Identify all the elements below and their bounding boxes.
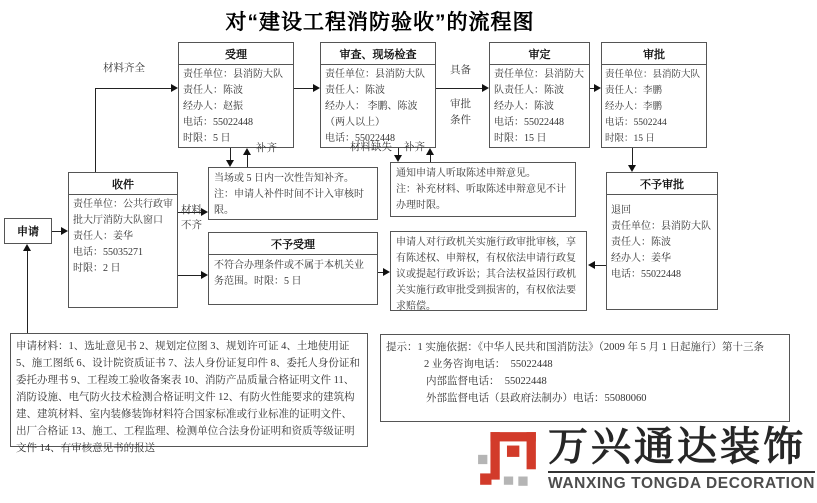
wanxing-logo-name-cn: 万兴通达装饰 xyxy=(548,425,806,469)
box-approve-body xyxy=(602,65,706,149)
box-accept-title: 受理 xyxy=(179,43,293,65)
arrowhead-right-examine xyxy=(482,84,489,92)
box-statement-notice-body xyxy=(391,163,575,217)
box-review-title: 审查、现场检查 xyxy=(321,43,435,65)
box-reject-approve-body xyxy=(607,195,717,285)
box-examine-line: 经办人：陈波 xyxy=(494,101,554,112)
box-rights-notice-body: 申请人对行政机关实施行政审批审核，享有陈述权、申辩权，有权依法申请行政复议或提起行政诉讼；其合法权益因行政机关实施行政审批受到损害的，有权依法要求赔偿。 xyxy=(396,237,576,312)
tips-line: 2 业务咨询电话： 55022448 xyxy=(424,359,553,370)
arrowhead-up-review xyxy=(426,148,434,155)
box-examine-body xyxy=(490,65,589,149)
box-reject-approve-line: 责任人：陈波 xyxy=(611,237,671,248)
box-approve-line: 时限：15 日 xyxy=(605,134,655,144)
connector-supplement-up-accept xyxy=(247,155,248,167)
wanxing-logo xyxy=(470,424,817,502)
box-approve-title: 审批 xyxy=(602,43,706,65)
box-reject-approve-line: 责任单位：县消防大队 xyxy=(611,221,711,232)
label-replenish-right: 补齐 xyxy=(404,142,425,153)
arrowhead-right-approve xyxy=(594,84,601,92)
box-approve-line: 经办人：李鹏 xyxy=(605,102,663,112)
box-reject-approve-line: 电话：55022448 xyxy=(611,269,681,280)
box-rights-notice xyxy=(390,231,587,311)
arrowhead-up-apply xyxy=(23,244,31,251)
box-approve-line: 责任人：李鹏 xyxy=(605,86,663,96)
arrowhead-right-receive xyxy=(61,227,68,235)
box-review-line: 经办人： 李鹏、陈波（两人以上） xyxy=(325,101,418,128)
box-reject-accept-body: 不符合办理条件或不属于本机关业务范围。时限：5 日 xyxy=(214,260,364,287)
box-materials xyxy=(10,333,368,454)
box-tips-body xyxy=(381,335,789,411)
box-receive-line: 电话：55035271 xyxy=(73,247,143,258)
box-examine-line: 时限：15 日 xyxy=(494,133,547,144)
connector-review-to-examine xyxy=(436,88,482,89)
arrowhead-right-reject-accept xyxy=(201,271,208,279)
box-accept-line: 责任单位：县消防大队 xyxy=(183,69,283,80)
connector-accept-down-supplement xyxy=(230,148,231,160)
box-examine-line: 责任单位：县消防大队责任人：陈波 xyxy=(494,69,584,96)
box-reject-accept-title: 不予受理 xyxy=(209,233,377,255)
box-receive-title: 收件 xyxy=(69,173,177,195)
connector-receive-to-reject-accept xyxy=(178,275,202,276)
box-accept-body xyxy=(179,65,293,149)
statement-notice-line: 注：补充材料、听取陈述申辩意见不计办理时限。 xyxy=(396,184,566,211)
box-review-line: 责任单位：县消防大队 xyxy=(325,69,425,80)
connector-reject-approve-to-rights xyxy=(595,265,606,266)
box-reject-approve-line: 经办人：姜华 xyxy=(611,253,671,264)
connector-accept-to-review xyxy=(294,88,313,89)
box-receive-body xyxy=(69,195,177,279)
box-approve xyxy=(601,42,707,148)
box-supplement-notice xyxy=(208,167,378,220)
box-accept-line: 时限：5 日 xyxy=(183,133,231,144)
box-receive xyxy=(68,172,178,308)
box-review xyxy=(320,42,436,148)
wanxing-logo-icon xyxy=(476,428,540,492)
tips-line: 提示：1 实施依据：《中华人民共和国消防法》（2009 年 5 月 1 日起施行）第十三条 xyxy=(386,342,764,353)
box-reject-accept xyxy=(208,232,378,305)
box-apply-title: 申请 xyxy=(17,226,39,238)
label-materials-complete: 材料齐全 xyxy=(103,63,145,74)
label-approval-condition: 条件 xyxy=(450,115,471,126)
label-materials-incomplete: 材料不齐 xyxy=(181,205,202,231)
box-accept-line: 责任人：陈波 xyxy=(183,85,243,96)
connector-statement-up-review xyxy=(430,155,431,162)
connector-approve-down-reject xyxy=(632,148,633,166)
box-review-body xyxy=(321,65,435,149)
arrowhead-left-rights xyxy=(588,261,595,269)
arrowhead-right-rights xyxy=(383,268,390,276)
box-materials-body: 申请材料：1、选址意见书 2、规划定位图 3、规划许可证 4、土地使用证 5、施工图纸 6、设计院资质证书 7、法人身份证复印件 8、委托人身份证和委托办理书 9、工程竣工验收备案表 10、消防产品质量合格证明文件 11、消防设施、电气防火技术检测合格证明文件 12、有防火性能要求的建筑构建、建筑材料、室内装修装饰材料符合国家标准或行业标准的证明文件、出厂合格证 13、施工、工程监理、检测单位合法身份证明和资质等级证明文件 14、有审核意见书的报送 xyxy=(16,341,360,454)
box-accept-line: 经办人：赵振 xyxy=(183,101,243,112)
wanxing-logo-name-en: WANXING TONGDA DECORATION xyxy=(548,475,816,492)
box-examine-line: 电话：55022448 xyxy=(494,117,564,128)
box-receive-line: 时限：2 日 xyxy=(73,263,121,274)
arrowhead-down-reject-approve xyxy=(628,165,636,172)
connector-receive-to-accept xyxy=(95,88,171,89)
tips-line: 内部监督电话： 55022448 xyxy=(426,376,547,387)
label-materials-missing: 材料缺失 xyxy=(350,142,392,153)
label-approval-condition: 具备 xyxy=(450,65,471,76)
arrowhead-right-accept xyxy=(171,84,178,92)
box-supplement-notice-body xyxy=(209,168,377,222)
label-replenish-left: 补齐 xyxy=(256,143,277,154)
arrowhead-down-statement xyxy=(394,155,402,162)
box-accept xyxy=(178,42,294,148)
supplement-notice-line: 注：申请人补件时间不计入审核时限。 xyxy=(214,189,364,216)
box-accept-line: 电话：55022448 xyxy=(183,117,253,128)
page-title: 对“建设工程消防验收”的流程图 xyxy=(225,11,535,34)
supplement-notice-line: 当场或 5 日内一次性告知补齐。 xyxy=(214,173,354,184)
box-review-line: 电话：55022448 xyxy=(325,133,395,144)
label-approval-condition: 审批 xyxy=(450,99,471,110)
box-examine-title: 审定 xyxy=(490,43,589,65)
connector-materials-to-apply xyxy=(27,249,28,333)
arrowhead-up-accept xyxy=(243,148,251,155)
box-apply xyxy=(4,218,52,244)
tips-line: 外部监督电话（县政府法制办）电话：55080060 xyxy=(426,393,647,404)
box-receive-line: 责任人：姜华 xyxy=(73,231,133,242)
box-reject-approve xyxy=(606,172,718,310)
box-approve-line: 责任单位：县消防大队 xyxy=(605,70,701,80)
connector-receive-up xyxy=(95,88,96,172)
box-reject-approve-title: 不予审批 xyxy=(607,173,717,195)
box-tips xyxy=(380,334,790,422)
arrowhead-right-review xyxy=(313,84,320,92)
box-receive-line: 责任单位：公共行政审批大厅消防大队窗口 xyxy=(73,199,173,226)
box-reject-approve-line: 退回 xyxy=(611,205,631,216)
wanxing-logo-text xyxy=(548,424,815,493)
arrowhead-down-supplement xyxy=(226,160,234,167)
box-approve-line: 电话：5502244 xyxy=(605,118,667,128)
box-statement-notice xyxy=(390,162,576,217)
box-review-line: 责任人：陈波 xyxy=(325,85,385,96)
statement-notice-line: 通知申请人听取陈述申辩意见。 xyxy=(396,168,536,179)
box-examine xyxy=(489,42,590,148)
